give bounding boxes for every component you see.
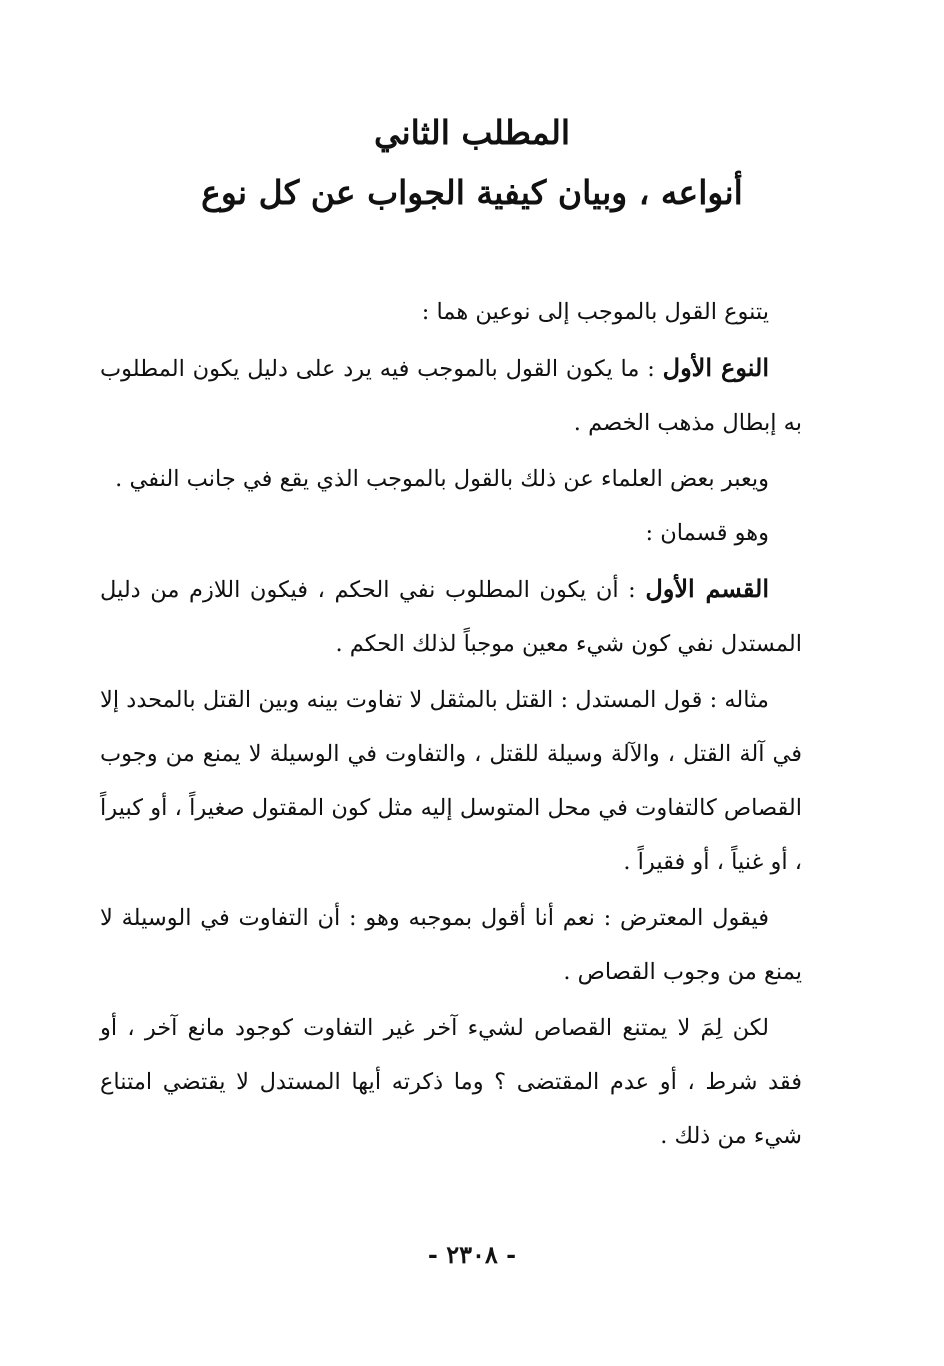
section-subtitle: أنواعه ، وبيان كيفية الجواب عن كل نوع bbox=[201, 173, 743, 212]
paragraph-counter: لكن لِمَ لا يمتنع القصاص لشيء آخر غير التفاوت كوجود مانع آخر ، أو فقد شرط ، أو عدم المقتضى ؟ وما ذكرته أيها المستدل لا يقتضي امتناع شيء من ذلك . bbox=[100, 1015, 802, 1149]
paragraph-scholars-note: ويعبر بعض العلماء عن ذلك بالقول بالموجب الذي يقع في جانب النفي . bbox=[115, 466, 769, 492]
page-number: - ٢٣٠٨ - bbox=[427, 1240, 517, 1269]
paragraph-objector: فيقول المعترض : نعم أنا أقول بموجبه وهو : أن التفاوت في الوسيلة لا يمنع من وجوب القصاص . bbox=[100, 905, 802, 985]
paragraph-first-type bbox=[100, 341, 802, 450]
paragraph-two-parts: وهو قسمان : bbox=[645, 520, 769, 546]
term-first-part: القسم الأول bbox=[645, 574, 769, 603]
first-type-text: : ما يكون القول بالموجب فيه يرد على دليل يكون المطلوب به إبطال مذهب الخصم . bbox=[100, 356, 802, 436]
term-first-type: النوع الأول bbox=[662, 353, 769, 382]
paragraph-intro: يتنوع القول بالموجب إلى نوعين هما : bbox=[421, 299, 769, 325]
paragraph-example: مثاله : قول المستدل : القتل بالمثقل لا تفاوت بينه وبين القتل بالمحدد إلا في آلة القتل ، والآلة وسيلة للقتل ، والتفاوت في الوسيلة لا يمنع من وجوب القصاص كالتفاوت في محل المتوسل إليه مثل كون المقتول صغيراً ، أو كبيراً ، أو غنياً ، أو فقيراً . bbox=[100, 687, 802, 875]
body-text bbox=[100, 285, 802, 1163]
section-title: المطلب الثاني bbox=[373, 113, 571, 152]
paragraph-first-part bbox=[100, 562, 802, 671]
first-part-text: : أن يكون المطلوب نفي الحكم ، فيكون اللازم من دليل المستدل نفي كون شيء معين موجباً لذلك الحكم . bbox=[100, 577, 802, 657]
